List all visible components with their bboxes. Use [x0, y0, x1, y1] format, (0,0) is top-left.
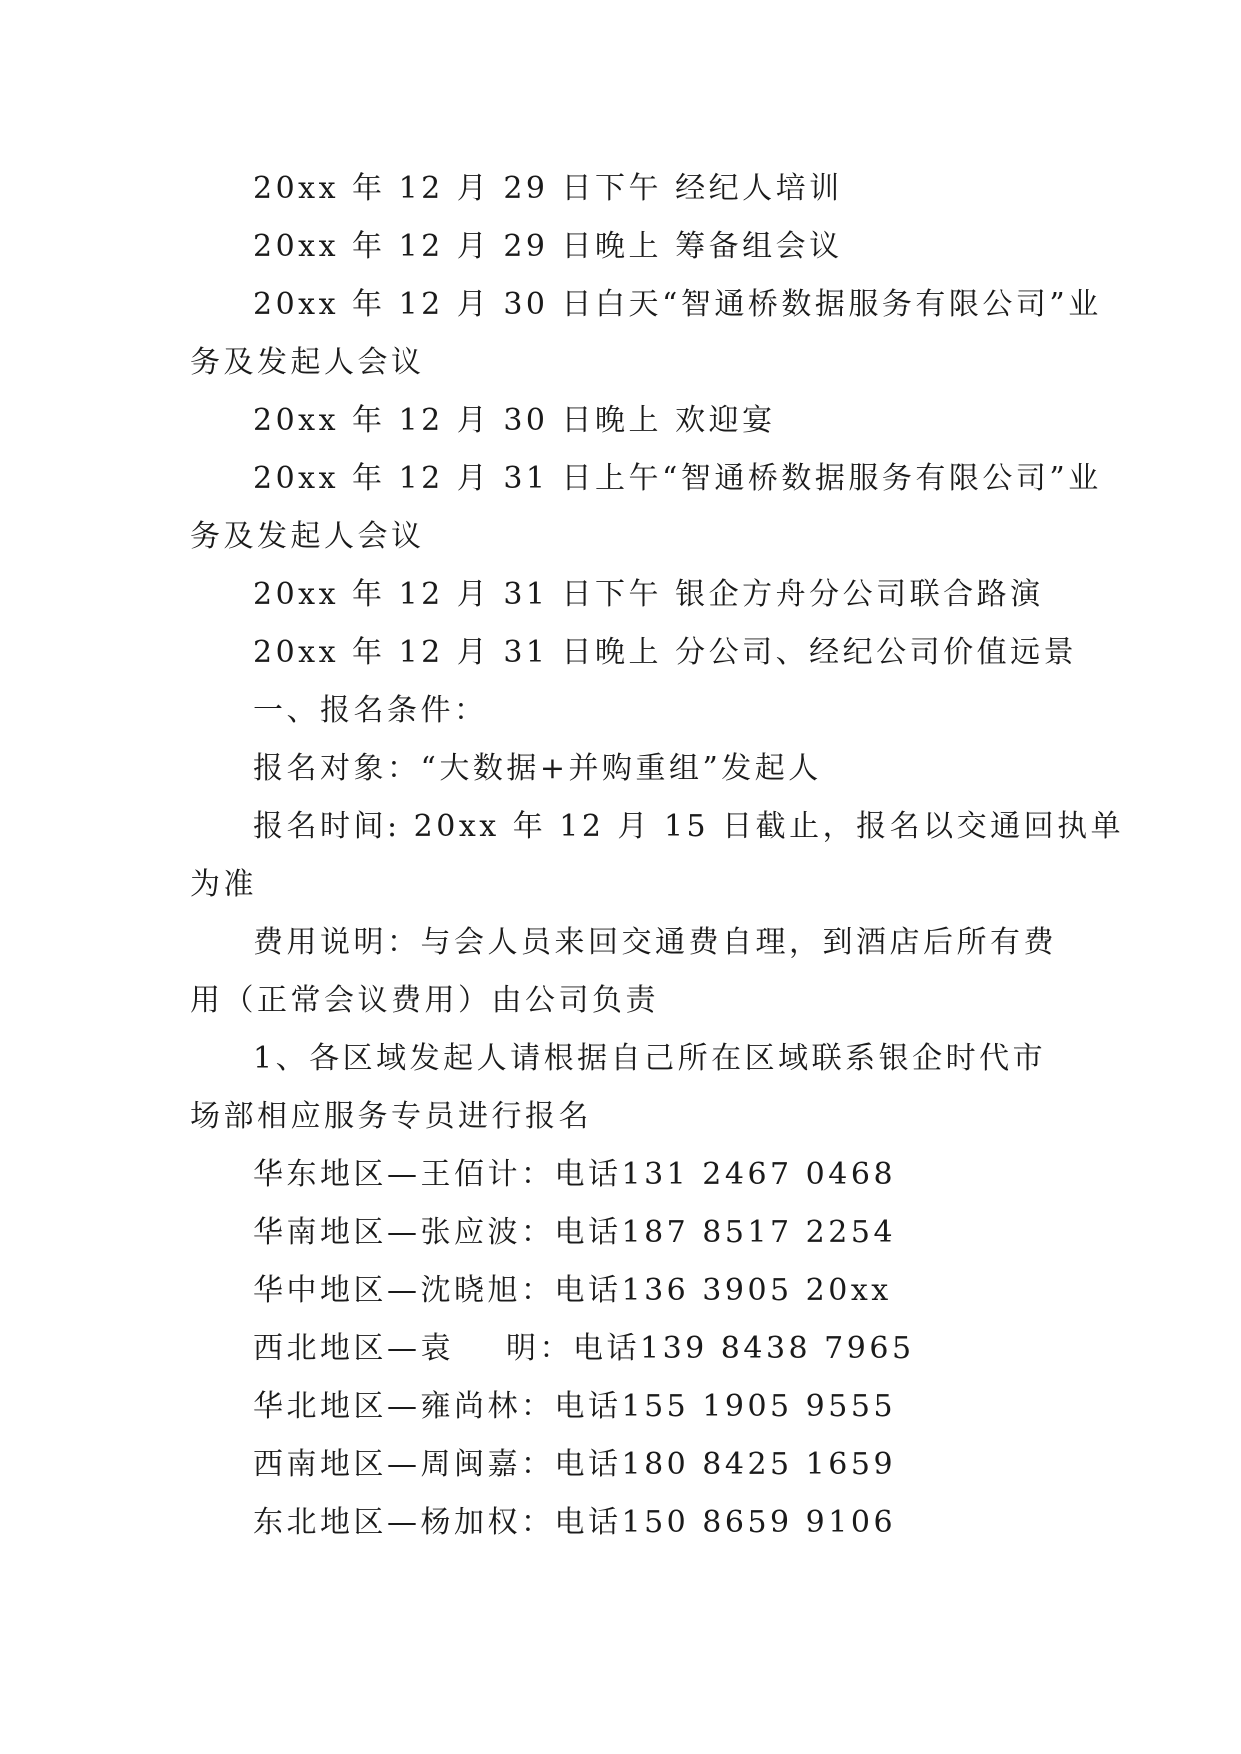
contact-phone: 187 8517 2254	[621, 1215, 897, 1250]
schedule-line: 20xx 年 12 月 30 日白天“智通桥数据服务有限公司”业	[253, 287, 1102, 322]
contact-region-tail: 明：电话	[506, 1331, 640, 1366]
contact-line	[190, 1320, 1050, 1378]
schedule-line-continued: 务及发起人会议	[190, 345, 425, 380]
contact-phone: 139 8438 7965	[640, 1331, 915, 1366]
registration-target: 报名对象：“大数据+并购重组”发起人	[253, 751, 822, 786]
schedule-line: 20xx 年 12 月 31 日下午 银企方舟分公司联合路演	[253, 577, 1044, 612]
contact-region: 西南地区—周闽嘉：电话	[253, 1447, 622, 1482]
contact-region: 华南地区—张应波：电话	[253, 1215, 622, 1250]
contact-phone: 180 8425 1659	[621, 1447, 897, 1482]
contact-phone: 150 8659 9106	[621, 1505, 897, 1540]
contact-phone: 155 1905 9555	[621, 1389, 897, 1424]
registration-time-continued: 为准	[190, 867, 257, 902]
contact-region: 华中地区—沈晓旭：电话	[253, 1273, 622, 1308]
contact-line	[190, 1262, 1050, 1320]
contact-line	[190, 1378, 1050, 1436]
contact-region: 东北地区—杨加权：电话	[253, 1505, 622, 1540]
contact-region: 华北地区—雍尚林：电话	[253, 1389, 622, 1424]
contact-line	[190, 1146, 1050, 1204]
schedule-line: 20xx 年 12 月 30 日晚上 欢迎宴	[253, 403, 776, 438]
schedule-line: 20xx 年 12 月 31 日上午“智通桥数据服务有限公司”业	[253, 461, 1102, 496]
contact-line	[190, 1204, 1050, 1262]
registration-time: 报名时间: 20xx 年 12 月 15 日截止，报名以交通回执单	[253, 809, 1125, 844]
contact-phone: 131 2467 0468	[621, 1157, 897, 1192]
registration-note: 1、各区域发起人请根据自己所在区域联系银企时代市	[253, 1041, 1047, 1076]
contact-region: 西北地区—袁	[253, 1331, 454, 1366]
schedule-line: 20xx 年 12 月 29 日晚上 筹备组会议	[253, 229, 843, 264]
contact-region: 华东地区—王佰计：电话	[253, 1157, 622, 1192]
registration-note-continued: 场部相应服务专员进行报名	[190, 1099, 592, 1134]
contact-line	[190, 1494, 1050, 1552]
schedule-line: 20xx 年 12 月 29 日下午 经纪人培训	[253, 171, 843, 206]
fee-description: 费用说明：与会人员来回交通费自理，到酒店后所有费	[253, 925, 1057, 960]
schedule-line: 20xx 年 12 月 31 日晚上 分公司、经纪公司价值远景	[253, 635, 1078, 670]
schedule-line-continued: 务及发起人会议	[190, 519, 425, 554]
document-page	[190, 160, 1125, 1552]
contact-line	[190, 1436, 1050, 1494]
fee-description-continued: 用（正常会议费用）由公司负责	[190, 983, 659, 1018]
contact-phone: 136 3905 20xx	[621, 1273, 892, 1308]
section-heading: 一、报名条件：	[253, 693, 488, 728]
